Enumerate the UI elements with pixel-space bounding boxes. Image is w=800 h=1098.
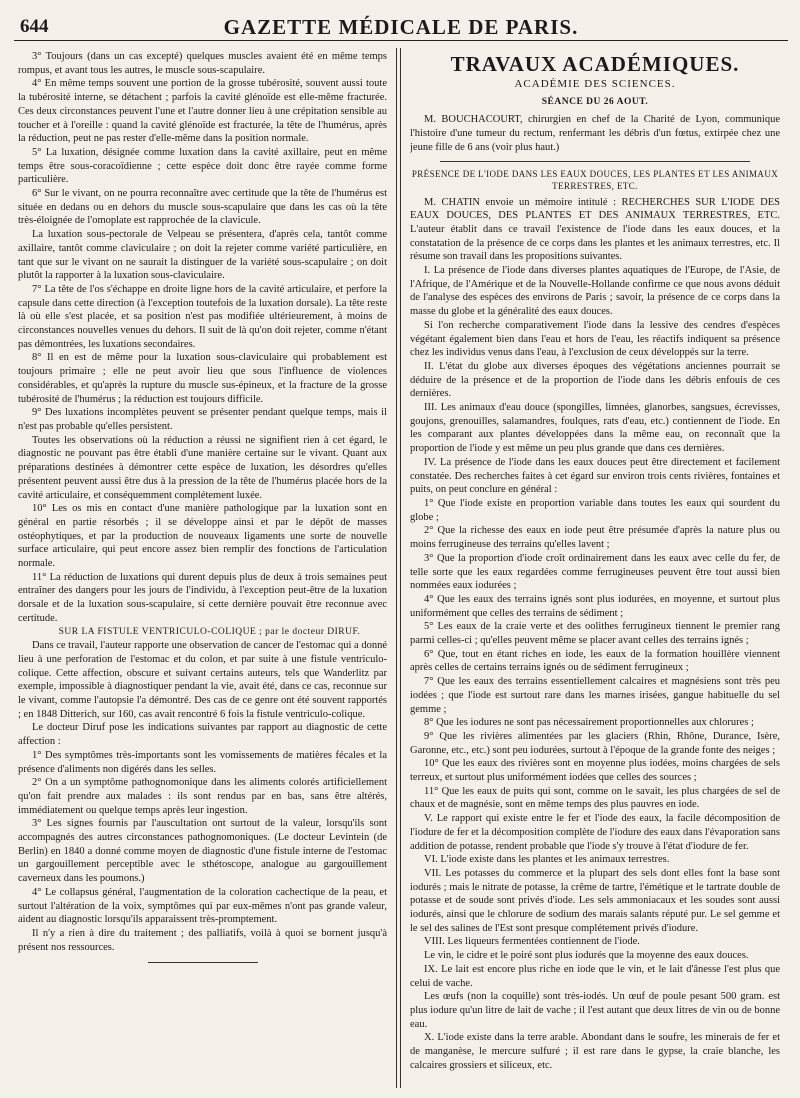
paragraph: 1° Des symptômes très-importants sont les vomissements de matières fécales et la présence d'aliments non digérés dans les selles. <box>18 749 387 775</box>
paragraph: 10° Que les eaux des rivières sont en moyenne plus iodées, moins chargées de sels terreux, et surtout plus uniformément iodées que celles des sources ; <box>410 758 780 784</box>
paragraph: 5° Les eaux de la craie verte et des oolithes ferrugineux tiennent le premier rang parmi celles-ci ; qu'elles peuvent même se placer avant celles des terrains ignés ; <box>410 621 780 647</box>
academy-title: ACADÉMIE DES SCIENCES. <box>514 78 676 90</box>
column-divider <box>396 48 397 1088</box>
paragraph: M. CHATIN envoie un mémoire intitulé : RECHERCHES SUR L'IODE DES EAUX DOUCES, DES PLANTES ET DES ANIMAUX TERRESTRES, ETC. L'auteur établit dans ce travail l'existence de l'iode dans les eaux douces, et la constatation de la présence de ce corps dans les plantes et les animaux terrestres, etc. Il résume son travail dans les propositions suivantes. <box>410 196 780 263</box>
paragraph: 10° Les os mis en contact d'une manière pathologique par la luxation sont en général en partie résorbés ; il se développe ainsi et par le dépôt de masses ostéophytiques, et par la production de nouveaux ligaments une sorte de nouvelle surface articulaire, qui peut encore assez bien remplir des fonctions de l'articulation normale. <box>18 503 387 570</box>
paragraph: 4° En même temps souvent une portion de la grosse tubérosité, souvent aussi toute la tubérosité interne, se détachent ; parfois la cavité glénoïde est elle-même fracturée. Ces deux circonstances peuvent l'une et l'autre donner lieu à une crépitation sensible au toucher et à l'oreille : quand la cavité glénoïde est fracturée, la tête de l'humérus, après la réduction, peut ne pas rester d'elle-même dans la position normale. <box>18 78 387 145</box>
paragraph: 3° Toujours (dans un cas excepté) quelques muscles avaient été en même temps rompus, et avant tous les autres, le muscle sous-scapulaire. <box>18 51 387 76</box>
right-column <box>410 50 780 1090</box>
paragraph: VII. Les potasses du commerce et la plupart des sels dont elles font la base sont iodurés ; mais le nitrate de potasse, la crême de tartre, l'émétique et le tartrate double de potasse et de soude sont privés d'iode. Les sels ammoniacaux et les soudes sont aussi iodurés, ainsi que le chlorure de sodium des marais salants réputé pur. Le sel gemme et le sel des salines de l'Est sont presque complétement privés d'iodure. <box>410 867 780 934</box>
paragraph: III. Les animaux d'eau douce (spongilles, limnées, glanorbes, sangsues, écrevisses, goujons, grenouilles, salamandres, foulques, rats d'eau, etc.) contiennent de l'iode. En les comparant aux plantes développées dans la même eau, on reconnaît que la proportion de l'iode y est même un peu plus grande que dans ces dernières. <box>410 402 780 455</box>
paragraph: Si l'on recherche comparativement l'iode dans la lessive des cendres d'espèces végétant également bien dans l'eau et hors de l'eau, les réactifs indiquent sa présence chez les individus venus dans l'eau, à l'exclusion de ceux développés sur la terre. <box>410 319 780 359</box>
session-date: SÉANCE DU 26 AOUT. <box>541 96 649 107</box>
paragraph: Le vin, le cidre et le poiré sont plus iodurés que la moyenne des eaux douces. <box>424 950 749 962</box>
paragraph: 3° Que la proportion d'iode croît ordinairement dans les eaux avec celle du fer, de telle sorte que les eaux regardées comme ferrugineuses peuvent être tout aussi bien nommées eaux iodurées ; <box>410 552 780 592</box>
page-header <box>14 10 788 41</box>
paragraph: 11° La réduction de luxations qui durent depuis plus de deux à trois semaines peut entraîner des dangers pour les jours de l'individu, à l'exception peut-être de la luxation dorsale et de la luxation sous-scapulaire, si cette dernière pouvait être reconnue avec certitude. <box>18 571 387 624</box>
paragraph: 11° Que les eaux de puits qui sont, comme on le savait, les plus chargées de sel de chaux et de magnésie, sont en même temps des plus pauvres en iode. <box>410 785 780 811</box>
paragraph: 8° Que les iodures ne sont pas nécessairement proportionnelles aux chlorures ; <box>424 717 754 729</box>
paragraph: M. BOUCHACOURT, chirurgien en chef de la Charité de Lyon, communique l'histoire d'une tumeur du rectum, renfermant les débris d'un fœtus, extirpée chez une jeune fille de 6 ans (voir plus haut.) <box>410 114 780 153</box>
paragraph: Le docteur Diruf pose les indications suivantes par rapport au diagnostic de cette affection : <box>18 722 387 748</box>
paragraph: Dans ce travail, l'auteur rapporte une observation de cancer de l'estomac qui a donné lieu à une perforation de l'estomac et du colon, et par suite à une fistule ventriculo-colique. Cette affection, obscure et suivant certains auteurs, tels que Wanderlitz par exemple, impossible à diagnostiquer pendant la vie, avait été, dans ce cas, reconnue sur le vivant, comme l'autopsie l'a démontré. Des cas de ce genre ont été souvent rapportés ; en 1848 Ditterich, sur 160, cas avait rencontré 6 fois la fistule ventriculo-colique. <box>18 640 387 720</box>
paragraph: La luxation sous-pectorale de Velpeau se présentera, d'après cela, tantôt comme axillaire, tantôt comme claviculaire ; on doit la rejeter comme variété particulière, en tant que sur le vivant on ne saurait la distinguer de la variété sous-scapulaire ; on doit plutôt la rapporter à la luxation sous-claviculaire. <box>18 229 387 282</box>
paragraph: Il n'y a rien à dire du traitement ; des palliatifs, voilà à quoi se bornent jusqu'à présent nos ressources. <box>18 928 387 953</box>
column-divider-double <box>400 48 401 1088</box>
end-rule <box>148 962 258 963</box>
paragraph: 1° Que l'iode existe en proportion variable dans toutes les eaux qui sourdent du globe ; <box>410 497 780 523</box>
paragraph: 7° La tête de l'os s'échappe en droite ligne hors de la cavité articulaire, et perfore la capsule dans cette direction (à l'exception toutefois de la luxation dorsale). La tête reste là où elle s'est placée, et sa position n'est pas modifiée ultérieurement, à moins de circonstances nouvelles venues du dehors. Il suit de là qu'on doit rejeter, comme n'étant pas démontrées, les luxations secondaires. <box>18 283 387 350</box>
paragraph: 9° Des luxations incomplètes peuvent se présenter pendant quelque temps, mais il n'est pas probable qu'elles persistent. <box>18 407 387 432</box>
paragraph: 4° Que les eaux des terrains ignés sont plus iodurées, en moyenne, et surtout plus uniformément que celles des terrains de sédiment ; <box>410 593 780 619</box>
left-column <box>18 50 387 1090</box>
paragraph: IV. La présence de l'iode dans les eaux douces peut être directement et facilement constatée. Des recherches faites à cet égard sur environ trois cents rivières, fontaines et puits, on peut conclure en général : <box>410 456 780 496</box>
paragraph: VI. L'iode existe dans les plantes et les animaux terrestres. <box>424 854 670 866</box>
paragraph: 5° La luxation, désignée comme luxation dans la cavité axillaire, peut en même temps être sous-coracoïdienne ; cette espèce doit donc être rayée comme forme particulière. <box>18 146 387 186</box>
paragraph: 8° Il en est de même pour la luxation sous-claviculaire qui probablement est toujours primaire ; elle ne peut avoir lieu que sous l'influence de violences considérables, et qu'après la rupture du muscle sus-épineux, et la fracture de la grosse tubérosité de l'humérus ; la réduction est toujours difficile. <box>18 352 387 405</box>
paragraph: V. Le rapport qui existe entre le fer et l'iode des eaux, la facile décomposition de l'iodure de fer et la décomposition complète de l'iodure des eaux dans l'évaporation sans addition de potasse, rendent probable que l'iode s'y trouve à l'état d'iodure de fer. <box>410 813 780 852</box>
paragraph: 4° Le collapsus général, l'augmentation de la coloration cachectique de la peau, et surtout l'altération de la voix, symptômes qui par eux-mêmes n'ont pas grande valeur, aident au diagnostic lorsqu'ils apparaissent très-promptement. <box>18 886 387 926</box>
paragraph: 7° Que les eaux des terrains essentiellement calcaires et magnésiens sont très peu iodées ; que l'iode est surtout rare dans les marnes irisées, gangue habituelle du sel gemme ; <box>410 676 780 715</box>
divider <box>440 161 750 162</box>
paragraph: 2° On a un symptôme pathognomonique dans les aliments colorés artificiellement qu'on fait prendre aux malades : ils sont rendus par en bas, sans être altérés, immédiatement ou quelque temps après leur ingestion. <box>18 777 387 816</box>
paragraph: II. L'état du globe aux diverses époques des végétations anciennes pourrait se déduire de la présence et de la proportion de l'iode dans les débris enfouis de ces dernières. <box>410 360 780 400</box>
paragraph: I. La présence de l'iode dans diverses plantes aquatiques de l'Europe, de l'Asie, de l'Afrique, de l'Amérique et de la Nouvelle-Hollande confirme ce que nous avons déduit de l'analyse des espèces des environs de Paris ; savoir, la présence de ce corps dans la masse du globe et la généralité des eaux douces. <box>410 265 780 318</box>
masthead-title: GAZETTE MÉDICALE DE PARIS. <box>223 15 579 39</box>
paragraph: Les œufs (non la coquille) sont très-iodés. Un œuf de poule pesant 500 gram. est plus iodure qu'un litre de lait de vache ; il l'est autant que deux litres de vin ou de bonne eau. <box>410 991 780 1030</box>
paragraph: Toutes les observations où la réduction a réussi ne signifient rien à cet égard, le diagnostic ne pouvant pas être établi d'une manière certaine sur le vivant. Quant aux préparations destinées à démontrer cette espèce de luxation, les désordres qu'elles présentent peuvent aussi être dus à la pression de la tête de l'humérus placée hors de la cavité articulaire, et conséquemment complétement luxée. <box>18 434 387 501</box>
paragraph: 2° Que la richesse des eaux en iode peut être présumée d'après la nature plus ou moins ferrugineuse des terrains qu'elles lavent ; <box>410 525 780 551</box>
paragraph: 6° Sur le vivant, on ne pourra reconnaître avec certitude que la tête de l'humérus est située en dedans ou en dehors du muscle sous-scapulaire que dans les cas où la tête très-éloignée de l'omoplate est rapprochée de la clavicule. <box>18 188 387 227</box>
paragraph: IX. Le lait est encore plus riche en iode que le vin, et le lait d'ânesse l'est plus que celui de vache. <box>410 963 780 989</box>
section-title: SUR LA FISTULE VENTRICULO-COLIQUE ; par le docteur DIRUF. <box>58 626 361 637</box>
paragraph: VIII. Les liqueurs fermentées contiennent de l'iode. <box>424 936 640 948</box>
page-number: 644 <box>20 16 49 37</box>
paragraph: X. L'iode existe dans la terre arable. Abondant dans le soufre, les minerais de fer et de manganèse, le mercure sulfuré ; il est rare dans le gypse, la craie blanche, les calcaires grossiers et siliceux, etc. <box>410 1032 780 1071</box>
paragraph: 9° Que les rivières alimentées par les glaciers (Rhin, Rhône, Durance, Isère, Garonne, etc., etc.) sont peu iodurées, surtout à l'époque de la grande fonte des neiges ; <box>410 730 780 756</box>
article-subheading: PRÉSENCE DE L'IODE DANS LES EAUX DOUCES, LES PLANTES ET LES ANIMAUX TERRESTRES, ETC. <box>411 168 779 191</box>
section-heading: TRAVAUX ACADÉMIQUES. <box>450 52 740 76</box>
paragraph: 6° Que, tout en étant riches en iode, les eaux de la formation houillère viennent après celles de certains terrains ignés ou de sédiment ferrugineux ; <box>410 648 780 674</box>
paragraph: 3° Les signes fournis par l'auscultation ont surtout de la valeur, lorsqu'ils sont accompagnés des autres circonstances pathognomoniques. (Le docteur Levintein (de Berlin) en 1840 a donné comme moyen de diagnostic d'une fistule interne de l'estomac un gargouillement perceptible avec le sthétoscope, analogue au gargouillement caverneux dans les poumons.) <box>18 818 387 885</box>
